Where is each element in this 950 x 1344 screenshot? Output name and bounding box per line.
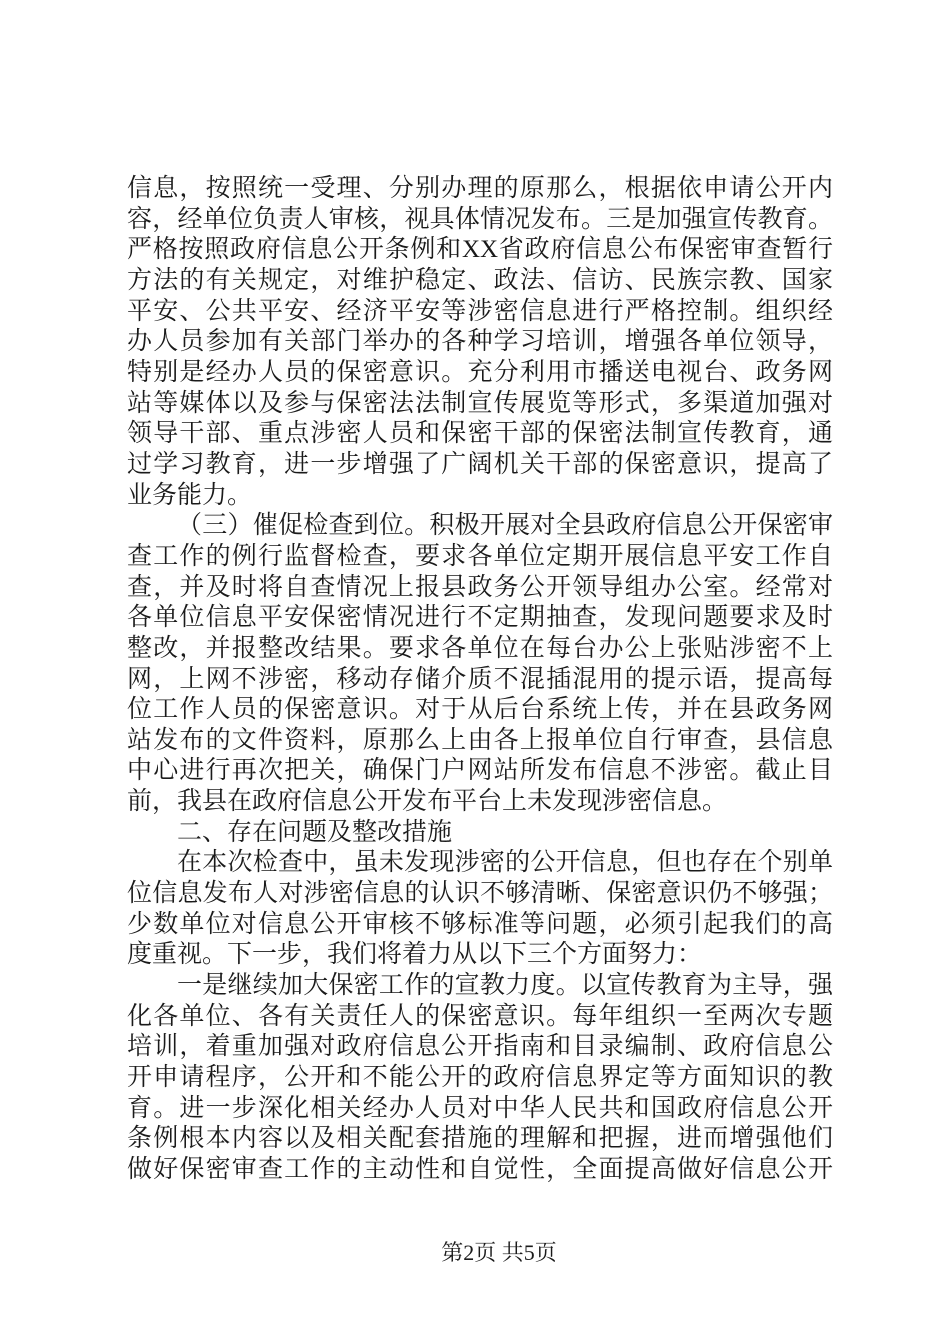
- text-line: 过学习教育，进一步增强了广阔机关干部的保密意识，提高了: [127, 450, 833, 478]
- document-body: [127, 174, 833, 1186]
- text-line: 领导干部、重点涉密人员和保密干部的保密法制宣传教育，通: [127, 420, 833, 448]
- text-line: 育。进一步深化相关经办人员对中华人民共和国政府信息公开: [127, 1094, 833, 1122]
- text-line: 信息，按照统一受理、分别办理的原那么，根据依申请公开内: [127, 175, 833, 202]
- page-footer: [48, 1240, 950, 1266]
- text-line: 少数单位对信息公开审核不够标准等问题，必须引起我们的高: [127, 910, 833, 938]
- text-line: 办人员参加有关部门举办的各种学习培训，增强各单位领导，: [127, 328, 833, 356]
- text-line: 查工作的例行监督检查，要求各单位定期开展信息平安工作自: [127, 542, 833, 570]
- text-line: （三）催促检查到位。积极开展对全县政府信息公开保密审: [177, 512, 833, 540]
- page-number-indicator: 第2页 共5页: [441, 1240, 557, 1265]
- text-line: 平安、公共平安、经济平安等涉密信息进行严格控制。组织经: [127, 297, 833, 325]
- text-line: 位工作人员的保密意识。对于从后台系统上传，并在县政务网: [127, 696, 833, 724]
- text-line: 站发布的文件资料，原那么上由各上报单位自行审查，县信息: [127, 726, 833, 754]
- text-line: 位信息发布人对涉密信息的认识不够清晰、保密意识仍不够强；: [127, 880, 833, 908]
- text-line: 容，经单位负责人审核，视具体情况发布。三是加强宣传教育。: [127, 205, 833, 233]
- text-line: 整改，并报整改结果。要求各单位在每台办公上张贴涉密不上: [127, 634, 833, 662]
- text-line: 网，上网不涉密，移动存储介质不混插混用的提示语，提高每: [127, 665, 833, 693]
- text-line: 前，我县在政府信息公开发布平台上未发现涉密信息。: [127, 788, 728, 816]
- text-line: 一是继续加大保密工作的宣教力度。以宣传教育为主导，强: [177, 972, 833, 1000]
- text-line: 方法的有关规定，对维护稳定、政法、信访、民族宗教、国家: [127, 266, 833, 294]
- text-line: 站等媒体以及参与保密法法制宣传展览等形式，多渠道加强对: [127, 389, 833, 417]
- text-line: 化各单位、各有关责任人的保密意识。每年组织一至两次专题: [127, 1002, 833, 1030]
- text-line: 培训，着重加强对政府信息公开指南和目录编制、政府信息公: [127, 1033, 833, 1061]
- text-line: 查，并及时将自查情况上报县政务公开领导组办公室。经常对: [127, 573, 833, 601]
- text-line: 做好保密审查工作的主动性和自觉性，全面提高做好信息公开: [127, 1156, 833, 1183]
- text-line: 二、存在问题及整改措施: [177, 818, 453, 846]
- text-line: 度重视。下一步，我们将着力从以下三个方面努力：: [127, 941, 703, 969]
- text-line: 开申请程序，公开和不能公开的政府信息界定等方面知识的教: [127, 1064, 833, 1092]
- text-line: 特别是经办人员的保密意识。充分利用市播送电视台、政务网: [127, 358, 833, 386]
- text-line: 各单位信息平安保密情况进行不定期抽查，发现问题要求及时: [127, 604, 833, 632]
- text-line: 条例根本内容以及相关配套措施的理解和把握，进而增强他们: [127, 1125, 833, 1153]
- text-line: 严格按照政府信息公开条例和XX省政府信息公布保密审查暂行: [127, 236, 833, 264]
- text-line: 在本次检查中，虽未发现涉密的公开信息，但也存在个别单: [177, 849, 833, 877]
- text-line: 中心进行再次把关，确保门户网站所发布信息不涉密。截止目: [127, 757, 833, 785]
- text-line: 业务能力。: [127, 481, 253, 509]
